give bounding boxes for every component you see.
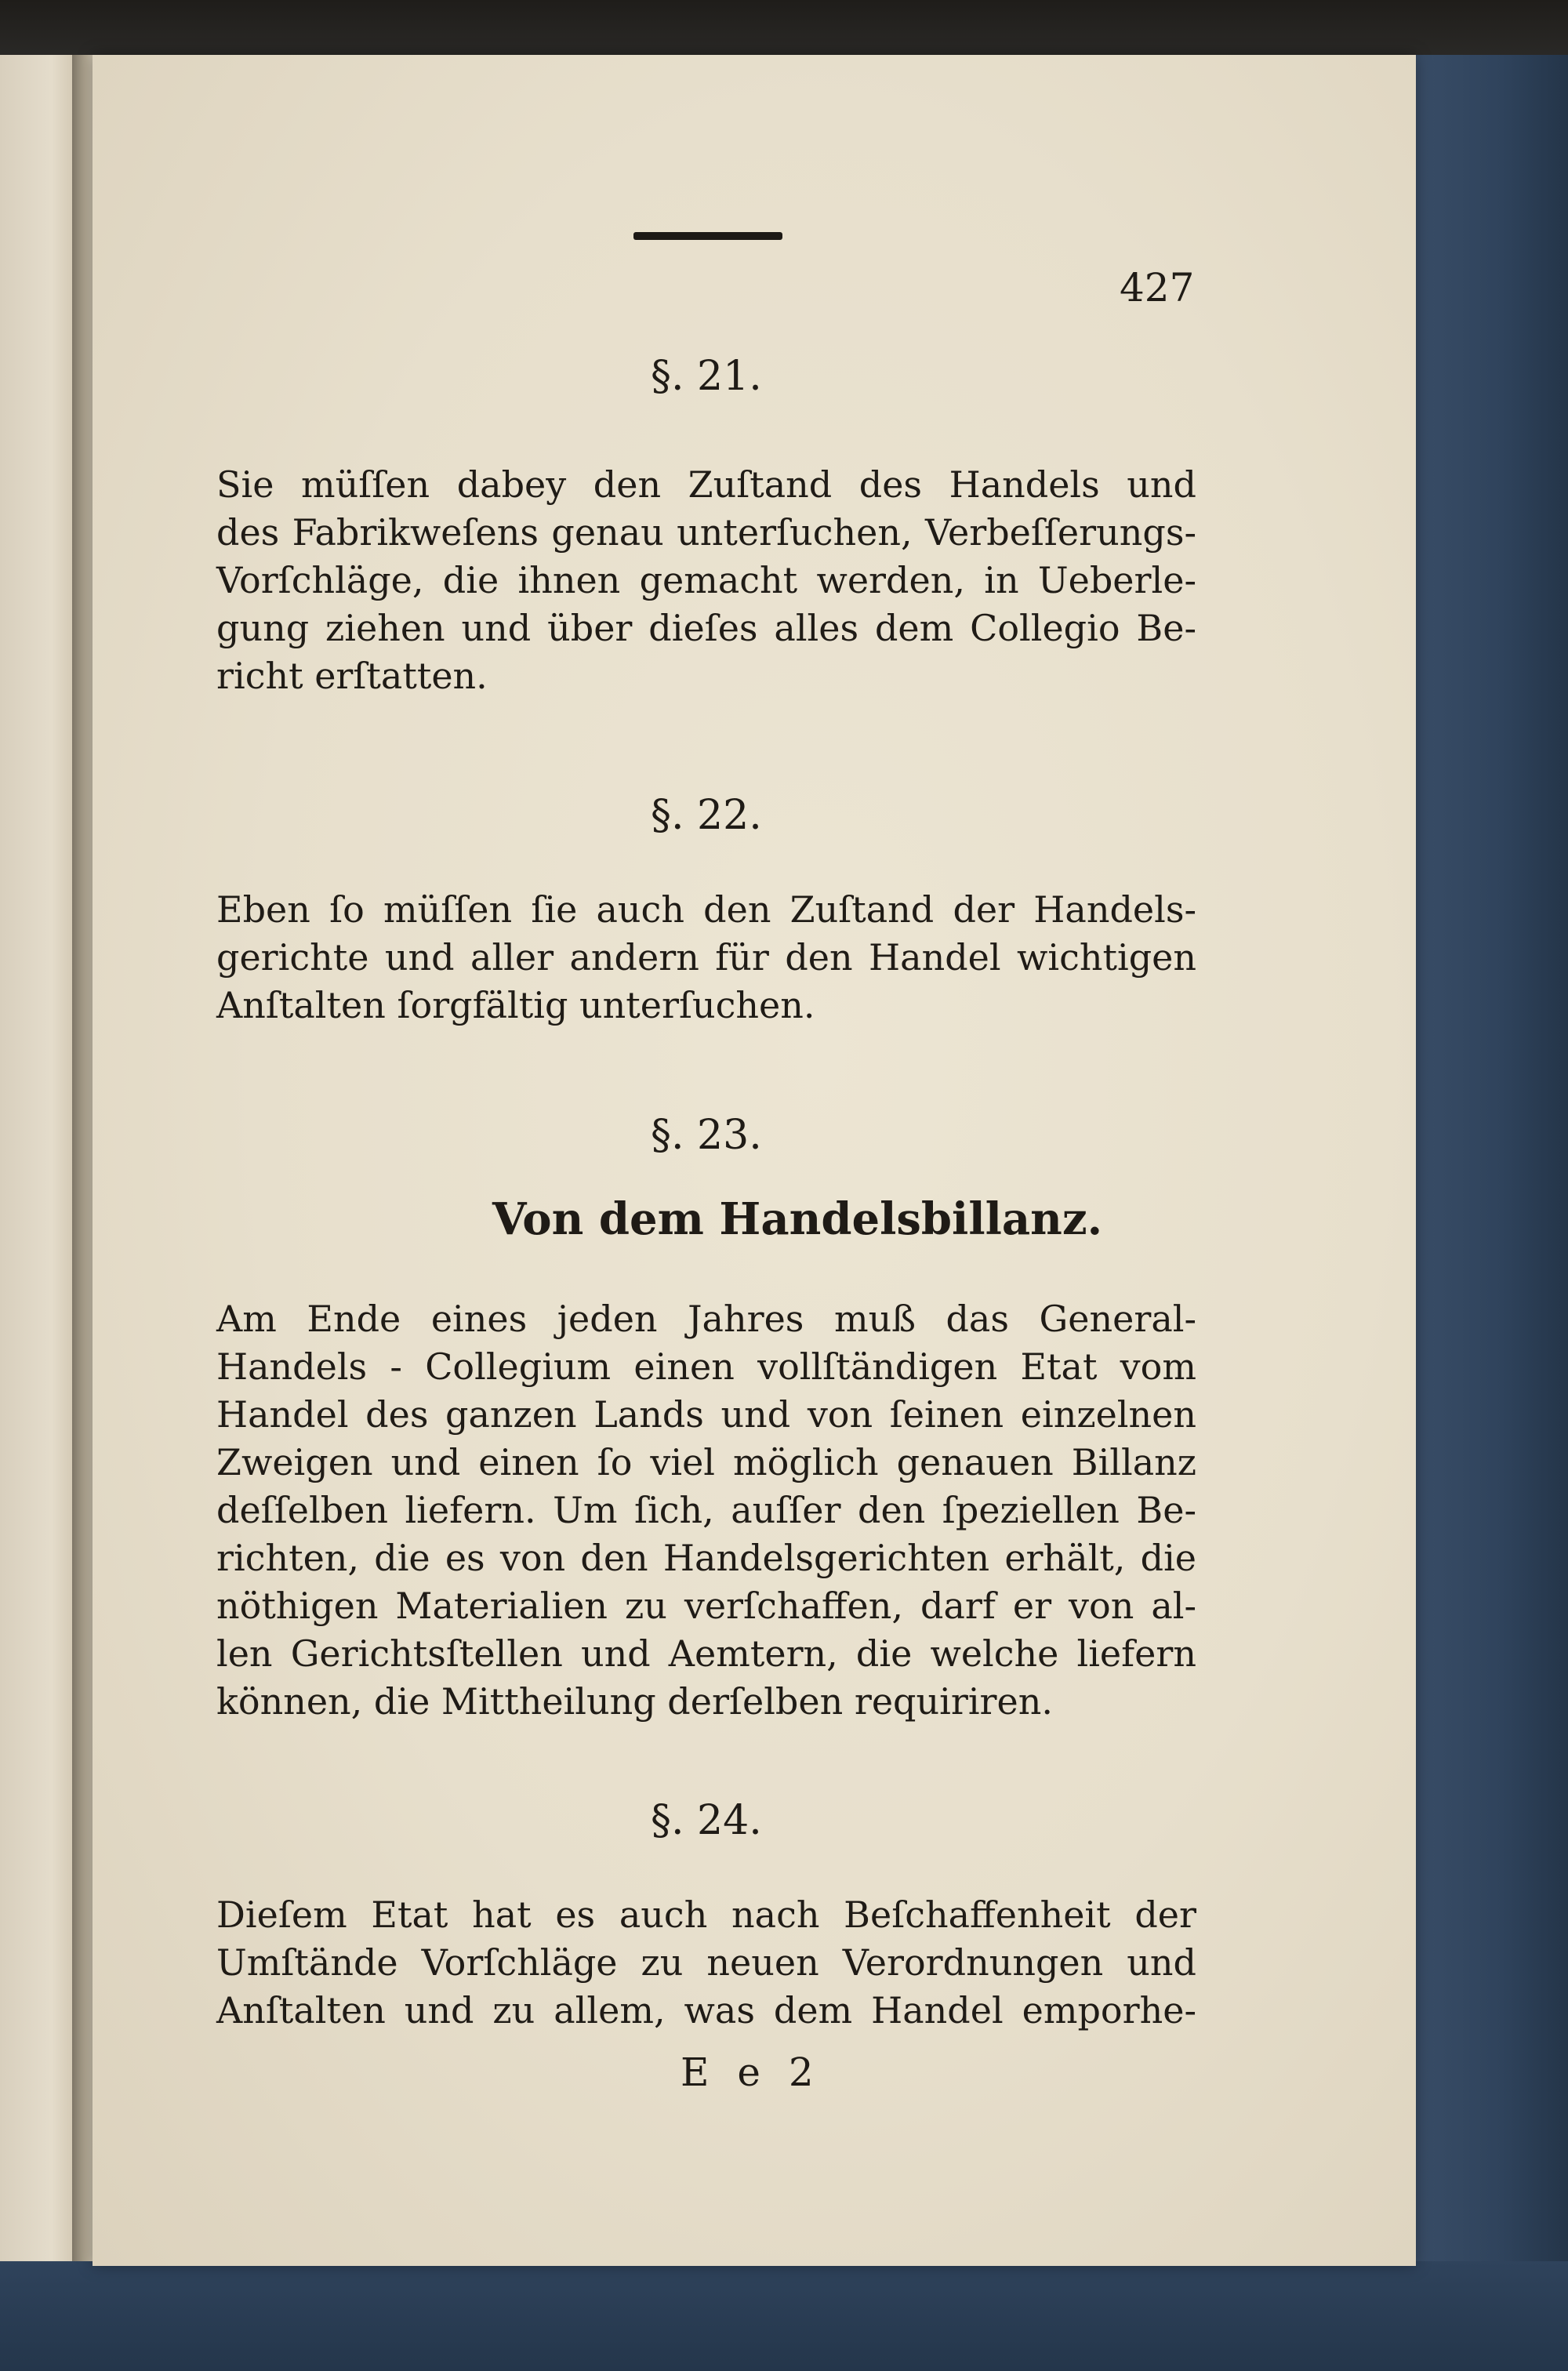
paragraph-line: richt erſtatten. — [216, 655, 488, 697]
section-21-heading: §. 21. — [651, 353, 762, 400]
paragraph-line: deſſelben liefern. Um ſich, auſſer den ſpeziellen Be- — [216, 1489, 1196, 1531]
paragraph-line: Vorſchläge, die ihnen gemacht werden, in Ueberle- — [216, 559, 1196, 601]
section-23-paragraph — [216, 1295, 1196, 1726]
paragraph-line: Zweigen und einen ſo viel möglich genauen Billanz — [216, 1441, 1196, 1483]
paragraph-line: Sie müſſen dabey den Zuſtand des Handels und — [216, 463, 1196, 506]
section-21-paragraph — [216, 461, 1196, 700]
paragraph-line: nöthigen Materialien zu verſchaffen, darf er von al- — [216, 1585, 1196, 1627]
paragraph-line: Dieſem Etat hat es auch nach Beſchaffenheit der — [216, 1894, 1196, 1936]
book-cover-bottom — [0, 2261, 1568, 2371]
book-cover-edge — [1403, 55, 1568, 2371]
section-24-heading: §. 24. — [651, 1797, 762, 1844]
paragraph-line: Am Ende eines jeden Jahres muß das General- — [216, 1298, 1196, 1340]
book-page — [93, 55, 1416, 2266]
page-number: 427 — [1120, 265, 1195, 310]
section-23-title: Von dem Handelsbillanz. — [492, 1193, 1103, 1245]
header-rule — [633, 232, 782, 240]
paragraph-line: Anſtalten ſorgfältig unterſuchen. — [216, 984, 815, 1026]
section-24-paragraph — [216, 1891, 1196, 2035]
paragraph-line: richten, die es von den Handelsgerichten erhält, die — [216, 1537, 1196, 1579]
paragraph-line: Handels - Collegium einen vollſtändigen Etat vom — [216, 1345, 1196, 1388]
top-shadow — [0, 0, 1568, 63]
paragraph-line: Eben ſo müſſen ſie auch den Zuſtand der Handels- — [216, 888, 1196, 931]
paragraph-line: Umſtände Vorſchläge zu neuen Verordnungen und — [216, 1941, 1196, 1984]
section-23-heading: §. 23. — [651, 1112, 762, 1159]
section-22-paragraph — [216, 886, 1196, 1029]
paragraph-line: len Gerichtsſtellen und Aemtern, die welche liefern — [216, 1632, 1196, 1675]
paragraph-line: Handel des ganzen Lands und von ſeinen einzelnen — [216, 1393, 1196, 1436]
paragraph-line: gerichte und aller andern für den Handel wichtigen — [216, 936, 1196, 979]
section-22-heading: §. 22. — [651, 792, 762, 839]
signature-mark: E e 2 — [681, 2050, 822, 2095]
paragraph-line: gung ziehen und über dieſes alles dem Collegio Be- — [216, 607, 1196, 649]
paragraph-line: des Fabrikweſens genau unterſuchen, Verbeſſerungs- — [216, 511, 1196, 554]
paragraph-line: Anſtalten und zu allem, was dem Handel emporhe- — [216, 1989, 1196, 2032]
paragraph-line: können, die Mittheilung derſelben requiriren. — [216, 1680, 1053, 1723]
